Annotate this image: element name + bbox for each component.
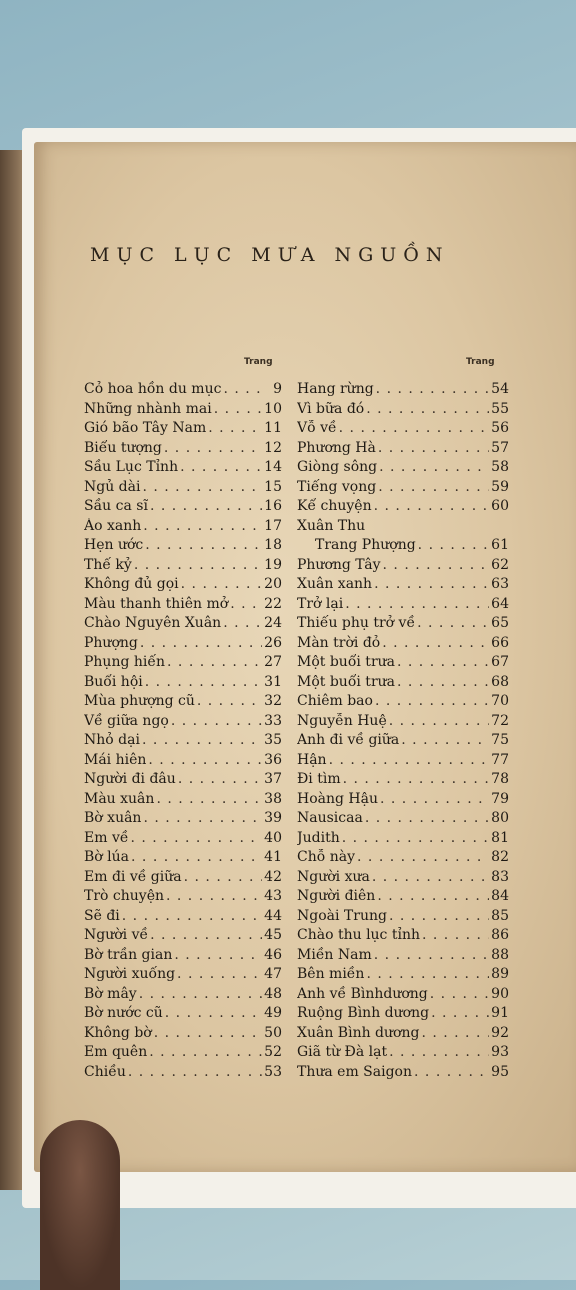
dot-leader [417,615,489,631]
toc-entry [297,693,509,713]
toc-entry [84,830,282,850]
toc-entry-title: Hận [297,751,327,768]
toc-entry-title: Màn trời đỏ [297,634,381,651]
toc-entry-title: Người xuống [84,966,176,982]
toc-entry-page: 19 [264,556,282,573]
toc-entry [297,1044,509,1064]
dot-leader [418,537,489,553]
dot-leader [139,986,262,1002]
dot-leader [389,1044,489,1060]
toc-entry-page: 89 [491,966,509,982]
toc-entry [84,771,282,791]
toc-entry-title: Mùa phượng cũ [84,693,195,709]
toc-entry-page: 82 [491,849,509,865]
toc-entry [84,947,282,967]
toc-entry [297,986,509,1006]
toc-entry [297,927,509,947]
toc-entry [297,459,509,479]
dot-leader [380,791,489,807]
dot-leader [131,849,262,865]
toc-entry-page: 72 [491,712,509,729]
toc-entry-title: Trang Phượng [315,537,416,553]
dot-leader [130,830,262,846]
toc-entry-title: Anh về Bìnhdương [297,985,428,1002]
toc-entry-title: Nausicaa [297,810,363,826]
dot-leader [366,401,489,417]
dot-leader [223,615,262,631]
toc-entry [297,947,509,967]
toc-entry-page: 67 [491,654,509,670]
toc-entry-title: Biểu tượng [84,439,162,456]
dot-leader [422,927,489,943]
toc-entry-title: Trò chuyện [84,888,164,904]
toc-entry [84,927,282,947]
toc-entry-page: 44 [264,907,282,924]
toc-entry-title: Judith [297,829,340,846]
toc-entry [297,908,509,928]
toc-entry-page: 48 [264,985,282,1002]
dot-leader [342,830,489,846]
toc-entry [84,791,282,811]
toc-entry-title: Vỗ về [297,420,337,436]
toc-entry-title: Những nhành mai [84,400,212,417]
toc-entry-title: Phương Tây [297,556,381,573]
toc-entry [297,381,509,401]
toc-entry-page: 93 [491,1044,509,1060]
toc-entry-title: Gió bão Tây Nam [84,420,207,436]
toc-entry [297,966,509,986]
toc-entry [84,888,282,908]
toc-entry-page: 35 [264,732,282,748]
toc-entry [84,440,282,460]
toc-entry [297,479,509,499]
toc-entry [297,674,509,694]
dot-leader [145,674,262,690]
toc-entry [297,401,509,421]
toc-entry-title: Phượng [84,634,138,651]
toc-entry [297,635,509,655]
toc-entry-page: 47 [264,966,282,982]
toc-entry-page: 79 [491,790,509,807]
toc-entry-page: 16 [264,498,282,514]
toc-entry-title: Kể chuyện [297,498,372,514]
toc-entry-page: 56 [491,420,509,436]
dot-leader [178,771,262,787]
toc-entry-page: 57 [491,439,509,456]
toc-entry [297,596,509,616]
toc-entry-title: Giòng sông [297,459,378,475]
dot-leader [128,1064,262,1080]
toc-entry [84,654,282,674]
toc-entry-page: 31 [264,673,282,690]
toc-entry-page: 33 [264,712,282,729]
dot-leader [180,459,262,475]
dot-leader [142,479,262,495]
toc-entry-title: Bờ trần gian [84,946,173,963]
toc-entry-page: 27 [264,654,282,670]
dot-leader [150,498,262,514]
toc-entry-title: Một buổi trưa [297,654,395,670]
dot-leader [414,1064,489,1080]
toc-entry-title: Màu thanh thiên mở [84,595,229,612]
toc-entry-title: Buổi hội [84,673,143,690]
toc-entry-title: Chiêm bao [297,693,373,709]
toc-entry [84,986,282,1006]
toc-entry-page: 61 [491,537,509,553]
toc-entry-page: 84 [491,888,509,904]
toc-entry-title: Tiếng vọng [297,478,377,495]
toc-entry [84,498,282,518]
toc-entry-page: 88 [491,946,509,963]
toc-entry-page: 37 [264,771,282,787]
toc-entry-page: 50 [264,1024,282,1041]
toc-entry [84,557,282,577]
page-column-header-left: Trang [244,357,273,367]
toc-entry-page: 9 [273,381,282,397]
toc-entry-page: 14 [264,459,282,475]
toc-entry [84,752,282,772]
thumb-holding-page [40,1120,120,1290]
toc-entry [84,615,282,635]
toc-entry-page: 10 [264,400,282,417]
toc-entry-title: Bờ nước cũ [84,1005,163,1021]
toc-entry [297,518,509,538]
dot-leader [377,888,489,904]
dot-leader [171,713,262,729]
toc-entry-title: Người đi đâu [84,771,176,787]
toc-entry-page: 91 [491,1005,509,1021]
toc-entry [84,1005,282,1025]
toc-entry [297,615,509,635]
toc-entry-title: Không đủ gọi [84,576,179,592]
toc-entry-title: Đi tìm [297,771,341,787]
dot-leader [150,927,262,943]
toc-entry-page: 80 [491,810,509,826]
toc-entry [84,849,282,869]
dot-leader [142,732,262,748]
dot-leader [382,635,489,651]
toc-entry-title: Người điên [297,888,376,904]
dot-leader [177,966,262,982]
dot-leader [122,908,262,924]
toc-entry [297,732,509,752]
dot-leader [165,1005,262,1021]
toc-entry [297,849,509,869]
toc-entry-title: Bờ mây [84,985,137,1002]
toc-entry-title: Em đi về giữa [84,868,182,885]
toc-column-right [297,381,509,1083]
dot-leader [389,908,489,924]
dot-leader [345,596,489,612]
toc-entry [84,908,282,928]
dot-leader [143,518,262,534]
toc-entry [297,1005,509,1025]
toc-column-left [84,381,282,1083]
toc-entry-title: Xuân Bình dương [297,1024,420,1041]
toc-entry-title: Anh đi về giữa [297,732,400,748]
toc-entry [297,654,509,674]
toc-entry-page: 52 [264,1044,282,1060]
toc-entry-title: Mái hiên [84,751,147,768]
toc-entry [297,557,509,577]
dot-leader [389,713,489,729]
toc-entry-page: 18 [264,537,282,553]
toc-entry-title: Hẹn ước [84,537,144,553]
dot-leader [197,693,262,709]
toc-entry-title: Hoàng Hậu [297,790,378,807]
toc-entry-title: Xuân Thu [297,517,366,534]
toc-entry [84,596,282,616]
toc-entry [84,1044,282,1064]
toc-entry-title: Chào Nguyên Xuân [84,615,222,631]
toc-entry [84,459,282,479]
dot-leader [431,1005,489,1021]
toc-entry-title: Nhỏ dại [84,732,140,748]
toc-entry [84,576,282,596]
toc-entry-page: 22 [264,595,282,612]
dot-leader [181,576,262,592]
dot-leader [164,440,262,456]
toc-entry-page: 38 [264,790,282,807]
dot-leader [154,1025,262,1041]
toc-entry [84,401,282,421]
toc-entry-page: 24 [264,615,282,631]
toc-entry [84,693,282,713]
dot-leader [430,986,489,1002]
toc-entry [84,518,282,538]
toc-entry-page: 36 [264,751,282,768]
toc-entry-title: Người xưa [297,868,370,885]
toc-entry [84,479,282,499]
toc-entry-page: 68 [491,673,509,690]
toc-entry-title: Chào thu lục tỉnh [297,927,420,943]
dot-leader [145,537,262,553]
toc-entry-title: Cỏ hoa hồn du mục [84,381,222,397]
dot-leader [143,810,262,826]
toc-entry-title: Miền Nam [297,946,372,963]
toc-entry-page: 86 [491,927,509,943]
toc-entry-page: 95 [491,1063,509,1080]
dot-leader [374,498,489,514]
toc-entry-title: Xuân xanh [297,576,373,592]
dot-leader [374,576,489,592]
toc-entry-page: 60 [491,498,509,514]
toc-entry [84,420,282,440]
toc-entry-title: Nguyễn Huệ [297,712,387,729]
toc-entry [297,713,509,733]
toc-entry [84,810,282,830]
toc-entry-page: 39 [264,810,282,826]
toc-entry [84,732,282,752]
toc-entry-title: Màu xuân [84,790,155,807]
toc-entry-title: Chiều [84,1063,126,1080]
toc-entry-page: 85 [491,907,509,924]
dot-leader [343,771,489,787]
toc-entry-title: Vì bữa đó [297,400,365,417]
toc-entry-page: 58 [491,459,509,475]
toc-entry-page: 32 [264,693,282,709]
toc-entry-page: 41 [264,849,282,865]
toc-entry [297,752,509,772]
toc-entry-page: 17 [264,517,282,534]
dot-leader [374,947,489,963]
toc-entry-page: 92 [491,1024,509,1041]
toc-entry-title: Áo xanh [84,517,142,534]
toc-entry-title: Phương Hà [297,439,376,456]
dot-leader [397,654,489,670]
toc-entry-page: 75 [491,732,509,748]
toc-entry-title: Một buổi trưa [297,673,395,690]
toc-entry-title: Phụng hiến [84,654,166,670]
page-title: MỤC LỤC MƯA NGUỒN [90,244,450,266]
page-column-header-right: Trang [466,357,495,367]
toc-entry-title: Ngoài Trung [297,907,387,924]
dot-leader [140,635,262,651]
toc-entry-page: 42 [264,868,282,885]
toc-entry-title: Sầu Lục Tỉnh [84,459,179,475]
toc-entry [297,420,509,440]
dot-leader [397,674,489,690]
dot-leader [329,752,489,768]
toc-entry [84,635,282,655]
toc-entry [84,713,282,733]
toc-entry [297,537,509,557]
toc-entry-page: 83 [491,868,509,885]
toc-entry [84,1064,282,1084]
toc-entry [297,576,509,596]
toc-entry-page: 77 [491,751,509,768]
toc-entry [297,810,509,830]
toc-entry [84,537,282,557]
toc-entry [297,888,509,908]
toc-entry-title: Em quên [84,1044,148,1060]
toc-entry [84,966,282,986]
dot-leader [365,810,489,826]
toc-entry-title: Thiếu phụ trở về [297,615,416,631]
toc-entry-title: Thế kỷ [84,556,132,573]
dot-leader [167,654,262,670]
dot-leader [383,557,489,573]
toc-entry-page: 78 [491,771,509,787]
toc-entry [297,830,509,850]
dot-leader [376,381,489,397]
dot-leader [372,869,489,885]
dot-leader [375,693,489,709]
toc-entry [84,869,282,889]
toc-entry [297,869,509,889]
toc-entry [297,1064,509,1084]
toc-entry [297,1025,509,1045]
dot-leader [156,791,262,807]
toc-entry-title: Chỗ này [297,849,356,865]
toc-entry [84,674,282,694]
toc-entry-title: Sầu ca sĩ [84,498,148,514]
toc-entry-page: 55 [491,400,509,417]
toc-entry-page: 46 [264,946,282,963]
toc-entry-page: 12 [264,439,282,456]
toc-entry-page: 70 [491,693,509,709]
toc-entry-title: Bờ lúa [84,849,130,865]
toc-entry-page: 66 [491,634,509,651]
toc-entry-page: 59 [491,478,509,495]
toc-entry-page: 49 [264,1005,282,1021]
toc-entry-page: 43 [264,888,282,904]
dot-leader [174,947,262,963]
toc-entry-title: Sẽ đi [84,907,120,924]
toc-entry-title: Thưa em Saigon [297,1063,413,1080]
dot-leader [166,888,262,904]
toc-entry-title: Bên miền [297,966,365,982]
toc-entry-page: 53 [264,1063,282,1080]
dot-leader [184,869,262,885]
toc-entry-page: 54 [491,381,509,397]
dot-leader [378,440,489,456]
dot-leader [366,966,489,982]
dot-leader [149,1044,262,1060]
dot-leader [357,849,489,865]
dot-leader [401,732,489,748]
dot-leader [339,420,489,436]
dot-leader [208,420,262,436]
toc-entry [297,771,509,791]
toc-entry-title: Về giữa ngọ [84,712,169,729]
toc-entry-page: 90 [491,985,509,1002]
dot-leader [421,1025,489,1041]
toc-entry-page: 11 [264,420,282,436]
dot-leader [230,596,262,612]
toc-entry-page: 62 [491,556,509,573]
toc-entry-page: 26 [264,634,282,651]
toc-entry-page: 81 [491,829,509,846]
dot-leader [223,381,262,397]
toc-entry [84,1025,282,1045]
toc-entry-title: Giã từ Đà lạt [297,1044,388,1060]
toc-entry [84,381,282,401]
toc-entry-title: Em về [84,829,129,846]
toc-entry-page: 45 [264,927,282,943]
toc-entry-page: 20 [264,576,282,592]
dot-leader [379,459,489,475]
toc-entry [297,498,509,518]
toc-entry-page: 15 [264,478,282,495]
toc-entry [297,440,509,460]
toc-entry-page: 63 [491,576,509,592]
dot-leader [148,752,262,768]
toc-entry-title: Hang rừng [297,381,374,397]
toc-entry-title: Không bờ [84,1024,152,1041]
toc-entry-page: 65 [491,615,509,631]
toc-entry [297,791,509,811]
dot-leader [378,479,489,495]
toc-entry-title: Người về [84,927,149,943]
toc-entry-title: Bờ xuân [84,810,142,826]
toc-entry-title: Trở lại [297,595,344,612]
toc-entry-title: Ruộng Bình dương [297,1005,430,1021]
dot-leader [214,401,262,417]
toc-entry-page: 40 [264,829,282,846]
toc-entry-title: Ngủ dài [84,478,141,495]
toc-entry-page: 64 [491,595,509,612]
dot-leader [134,557,262,573]
